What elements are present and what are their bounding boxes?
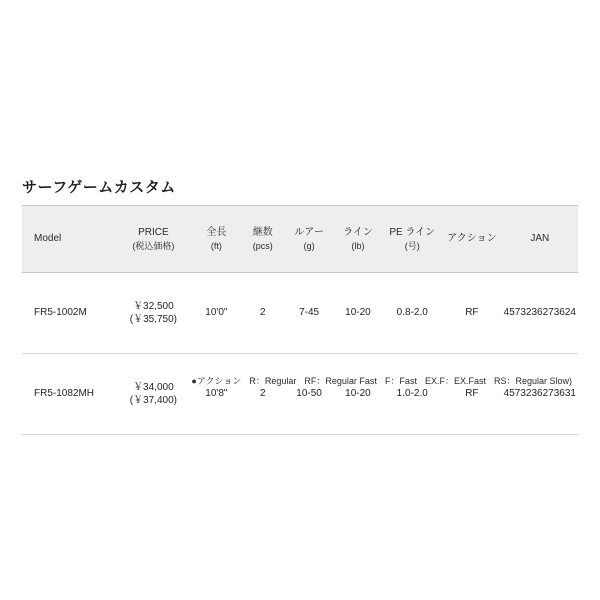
column-header-model: [22, 206, 115, 273]
cell-jan: 4573236273631: [502, 354, 578, 435]
column-header-line-line2: (lb): [351, 240, 365, 251]
cell-action: RF: [442, 354, 502, 435]
column-header-lure: [285, 206, 334, 273]
cell-length: 10'8": [192, 354, 241, 435]
action-legend: [22, 374, 578, 387]
cell-price-sub: (￥35,750): [129, 314, 177, 325]
column-header-price: [115, 206, 192, 273]
column-header-length-line2: (ft): [210, 240, 222, 251]
column-header-action: [442, 206, 502, 273]
column-header-jan: [502, 206, 578, 273]
cell-jan: 4573236273624: [502, 273, 578, 354]
column-header-pieces-line1: 継数: [252, 227, 273, 239]
cell-line: 10-20: [334, 354, 383, 435]
cell-price: [115, 354, 192, 435]
cell-model: FR5-1082MH: [22, 354, 115, 435]
column-header-lure-line2: (g): [303, 240, 315, 251]
cell-price-sub: (￥37,400): [129, 395, 177, 406]
column-header-pe-line-line2: (号): [404, 240, 420, 251]
bullet-icon: ●: [191, 376, 197, 386]
spec-table-body: [22, 273, 578, 435]
table-header-row: [22, 206, 578, 273]
action-legend-item-f: F：Fast: [384, 376, 417, 386]
column-header-length-line1: 全長: [206, 227, 227, 239]
page-title: サーフゲームカスタム: [22, 179, 176, 196]
cell-price-main: ￥32,500: [133, 300, 174, 312]
action-legend-label: アクション: [196, 376, 242, 386]
cell-pieces: 2: [241, 354, 285, 435]
cell-length: 10'0": [192, 273, 241, 354]
column-header-pieces: [241, 206, 285, 273]
column-header-price-line1: PRICE: [138, 227, 169, 239]
table-row: [22, 354, 578, 435]
column-header-lure-line1: ルアー: [294, 227, 324, 239]
column-header-model-line1: Model: [34, 233, 62, 245]
action-legend-item-rs: RS：Regular Slow): [493, 376, 572, 386]
action-legend-item-r: R：Regular: [249, 376, 297, 386]
cell-pe-line: 0.8-2.0: [382, 273, 442, 354]
column-header-length: [192, 206, 241, 273]
column-header-pe-line-line1: PE ライン: [389, 227, 436, 239]
cell-pieces: 2: [241, 273, 285, 354]
action-legend-item-rf: RF：Regular Fast: [304, 376, 377, 386]
cell-action: RF: [442, 273, 502, 354]
cell-lure: 7-45: [285, 273, 334, 354]
column-header-action-line1: アクション: [447, 233, 497, 245]
cell-lure: 10-50: [285, 354, 334, 435]
action-legend-item-exf: EX.F：EX.Fast: [424, 376, 486, 386]
cell-model: FR5-1002M: [22, 273, 115, 354]
column-header-price-line2: (税込価格): [132, 240, 175, 251]
spec-table-head: [22, 206, 578, 273]
column-header-line: [334, 206, 383, 273]
cell-price: [115, 273, 192, 354]
column-header-jan-line1: JAN: [530, 233, 550, 245]
cell-price-main: ￥34,000: [133, 381, 174, 393]
column-header-pieces-line2: (pcs): [252, 240, 273, 251]
spec-table: [22, 205, 578, 435]
table-row: [22, 273, 578, 354]
column-header-pe-line: [382, 206, 442, 273]
cell-pe-line: 1.0-2.0: [382, 354, 442, 435]
spec-table-wrapper: [22, 205, 578, 435]
column-header-line-line1: ライン: [343, 227, 373, 239]
cell-line: 10-20: [334, 273, 383, 354]
